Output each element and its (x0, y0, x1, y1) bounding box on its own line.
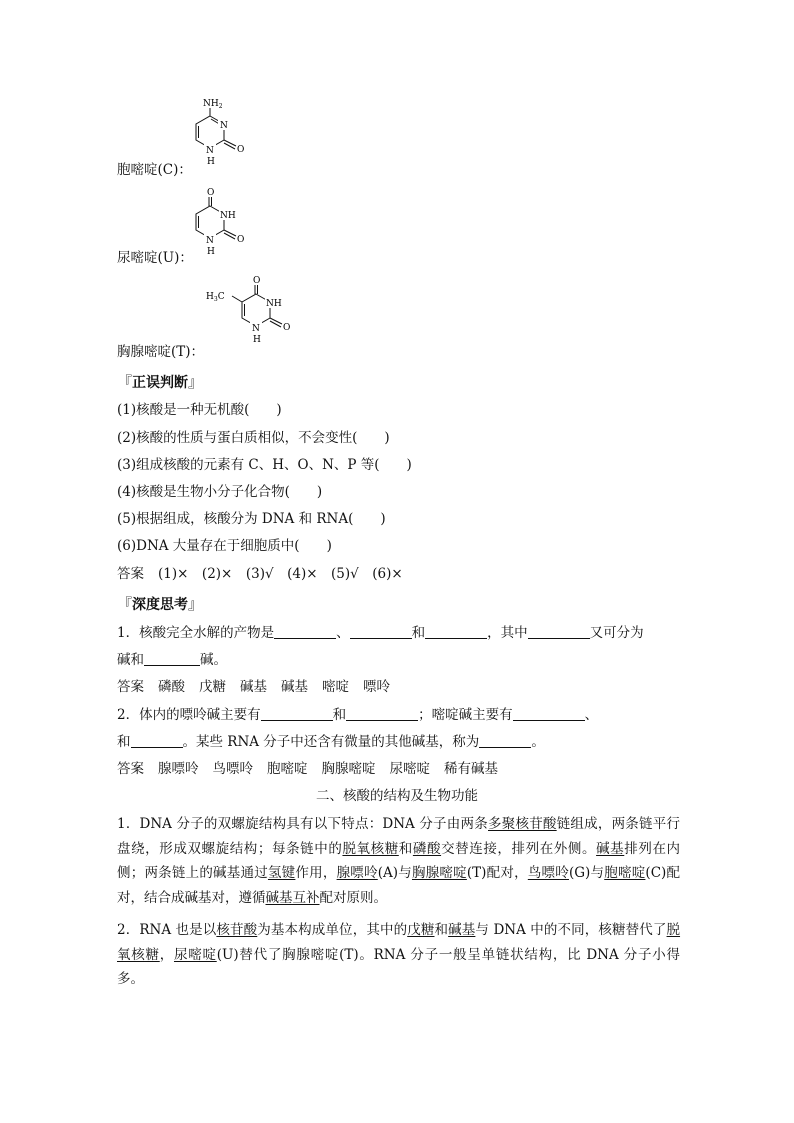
thymine-structure (206, 274, 306, 364)
underlined-term: 碱基 (596, 840, 625, 857)
judge-item: (3)组成核酸的元素有 C、H、O、N、P 等( ) (117, 457, 412, 473)
judge-item: (6)DNA 大量存在于细胞质中( ) (117, 538, 332, 554)
paragraph-text: 交替连接，排列在外侧。 (441, 840, 597, 857)
judge-item: (4)核酸是生物小分子化合物( ) (117, 484, 323, 500)
cytosine-h-atom: H (207, 157, 215, 167)
underlined-term: 鸟嘌呤 (527, 865, 569, 881)
paragraph-text: (C)配对，结合成碱基对，遵循 (117, 865, 681, 906)
section-paragraph-2 (117, 918, 680, 992)
deep-answer-1: 答案 磷酸 戊糖 碱基 碱基 嘧啶 嘌呤 (117, 679, 390, 695)
paragraph-text: 作用， (295, 865, 337, 881)
cytosine-nh2-text: $NH_2$ (203, 99, 223, 110)
paragraph-text: 链组成，两条链平行盘绕，形成双螺旋结构；每条链中的 (117, 816, 681, 857)
thymine-o-top-atom: O (253, 276, 261, 286)
paragraph-text: (T)配对， (466, 865, 528, 881)
paragraph-text: 和 (398, 840, 413, 857)
underlined-term: 磷酸 (412, 840, 442, 857)
thymine-h-atom: H (253, 335, 261, 345)
paragraph-text: 1．DNA 分子的双螺旋结构具有以下特点：DNA 分子由两条 (117, 816, 488, 832)
deep-question-1: 1．核酸完全水解的产物是 、 和 ，其中 又可分为 (117, 625, 644, 641)
judge-answer: 答案 (1)× (2)× (3)√ (4)× (5)√ (6)× (117, 566, 403, 582)
uracil-label: 尿嘧啶(U)： (117, 250, 193, 266)
deep-question-2: 2．体内的嘌呤碱主要有 和 ；嘧啶碱主要有 、 (117, 707, 599, 723)
paragraph-text: (A)与 (377, 865, 412, 881)
underlined-term: 核苷酸 (216, 922, 258, 938)
underlined-term: 多聚核苷酸 (488, 816, 557, 832)
paragraph-text: (G)与 (568, 865, 605, 881)
paragraph-text: ， (159, 946, 174, 963)
cytosine-o-atom: O (237, 145, 245, 155)
underlined-term: 腺嘌呤 (336, 865, 378, 881)
section-paragraph-1 (117, 812, 680, 910)
underlined-term: 碱基互补 (265, 889, 320, 906)
paragraph-text: 排列在内侧；两条链上的碱基通过 (117, 840, 681, 881)
thymine-label: 胸腺嘧啶(T)： (117, 344, 205, 360)
underlined-term: 戊糖 (407, 922, 435, 938)
judge-item: (2)核酸的性质与蛋白质相似，不会变性( ) (117, 430, 390, 446)
underlined-term: 脱氧核糖 (342, 840, 399, 857)
underlined-term: 胞嘧啶 (604, 865, 646, 881)
thymine-n-atom: N (252, 324, 260, 334)
thymine-ring-svg (206, 274, 306, 360)
underlined-term: 氢键 (267, 865, 296, 881)
cytosine-structure (190, 94, 260, 180)
cytosine-n1-atom: N (206, 146, 214, 156)
uracil-o-top-atom: O (207, 188, 215, 198)
underlined-term: 尿嘧啶 (173, 946, 217, 963)
thymine-ch3-text: $H_3C$ (206, 292, 225, 303)
paragraph-text: 为基本构成单位，其中的 (257, 922, 408, 938)
uracil-structure (190, 186, 260, 270)
section-title: 二、核酸的结构及生物功能 (316, 788, 478, 804)
cytosine-label: 胞嘧啶(C)： (117, 162, 192, 178)
uracil-h-atom: H (207, 247, 215, 257)
judge-item: (1)核酸是一种无机酸( ) (117, 402, 282, 418)
underlined-term: 脱氧核糖 (117, 922, 681, 963)
cytosine-ring-svg (190, 94, 260, 176)
judge-heading: 『正误判断』 (117, 373, 204, 391)
paragraph-text: 和 (434, 922, 449, 938)
deep-question-2-cont: 和 。某些 RNA 分子中还含有微量的其他碱基，称为 。 (117, 734, 545, 750)
deep-heading: 『深度思考』 (117, 595, 204, 613)
paragraph-text: 与 DNA 中的不同，核糖替代了 (475, 922, 667, 938)
uracil-nh-atom: NH (220, 211, 236, 221)
uracil-n-atom: N (206, 236, 214, 246)
paragraph-text: (U)替代了胸腺嘧啶(T)。RNA 分子一般呈单链状结构，比 DNA 分子小得多。 (117, 946, 681, 987)
paragraph-text: 配对原则。 (319, 889, 387, 906)
thymine-nh-atom: NH (266, 299, 282, 309)
underlined-term: 碱基 (448, 922, 476, 938)
uracil-ring-svg (190, 186, 260, 266)
uracil-o-atom: O (237, 235, 245, 245)
cytosine-n-atom: N (220, 121, 228, 131)
underlined-term: 胸腺嘧啶 (411, 865, 467, 881)
thymine-o-atom: O (283, 323, 291, 333)
paragraph-text: 2．RNA 也是以 (117, 922, 217, 938)
deep-question-1-cont: 碱和 碱。 (117, 652, 227, 668)
judge-item: (5)根据组成，核酸分为 DNA 和 RNA( ) (117, 511, 386, 527)
deep-answer-2: 答案 腺嘌呤 鸟嘌呤 胞嘧啶 胸腺嘧啶 尿嘧啶 稀有碱基 (117, 761, 498, 777)
